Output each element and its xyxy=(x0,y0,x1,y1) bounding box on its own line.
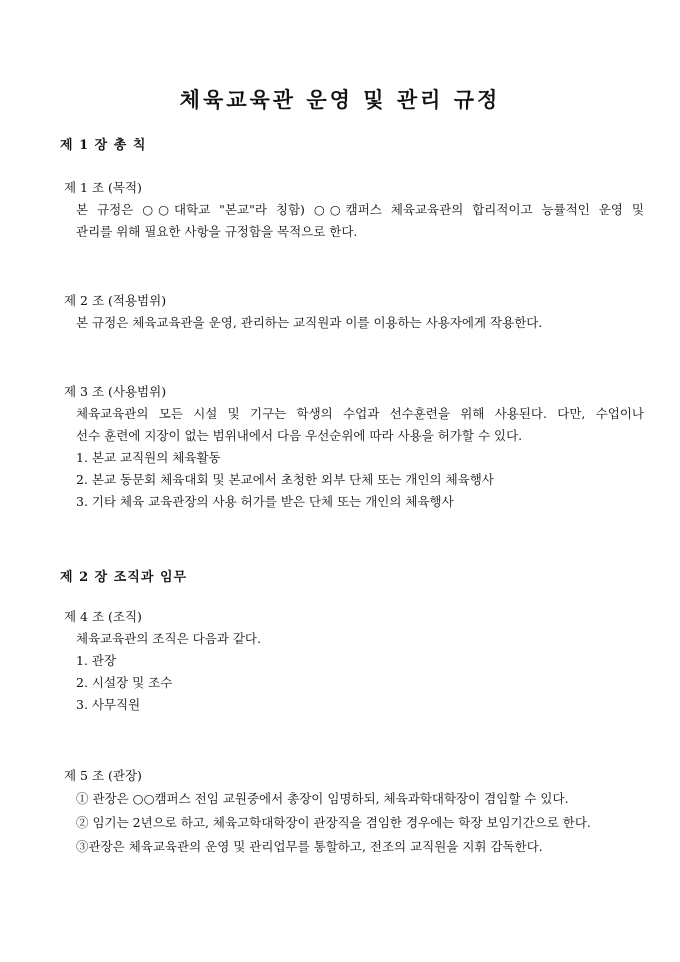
chapter-1-heading: 제 1 장 총 칙 xyxy=(60,138,147,153)
article-4 xyxy=(64,606,644,716)
article-2-line: 본 규정은 체육교육관을 운영, 관리하는 교직원과 이를 이용하는 사용자에게 작용한다. xyxy=(76,315,543,330)
article-5 xyxy=(64,765,644,859)
article-5-heading: 제 5 조 (관장) xyxy=(64,768,142,783)
article-3-line: 선수 훈련에 지장이 없는 범위내에서 다음 우선순위에 따라 사용을 허가할 수 있다. xyxy=(76,428,523,443)
list-item: 3. 사무직원 xyxy=(76,697,141,712)
article-4-heading: 제 4 조 (조직) xyxy=(64,609,142,624)
list-item: ③관장은 체육교육관의 운영 및 관리업무를 통할하고, 전조의 교직원을 지휘 감독한다. xyxy=(76,839,543,854)
article-3 xyxy=(64,381,644,513)
article-2-heading: 제 2 조 (적용범위) xyxy=(64,293,167,308)
list-item: 1. 본교 교직원의 체육활동 xyxy=(76,450,221,465)
list-item: ① 관장은 ○○캠퍼스 전임 교원중에서 총장이 임명하되, 체육과학대학장이 겸임할 수 있다. xyxy=(76,791,569,806)
list-item: 2. 본교 동문회 체육대회 및 본교에서 초청한 외부 단체 또는 개인의 체육행사 xyxy=(76,472,494,487)
article-1 xyxy=(64,177,644,243)
article-1-line: 관리를 위해 필요한 사항을 규정함을 목적으로 한다. xyxy=(76,224,358,239)
article-3-heading: 제 3 조 (사용범위) xyxy=(64,384,167,399)
list-item: ② 임기는 2년으로 하고, 체육고학대학장이 관장직을 겸임한 경우에는 학장 보임기간으로 한다. xyxy=(76,815,591,830)
article-2 xyxy=(64,290,644,334)
article-4-line: 체육교육관의 조직은 다음과 같다. xyxy=(76,631,261,646)
article-1-line: 본 규정은 ○○대학교 "본교"라 칭함) ○○캠퍼스 체육교육관의 합리적이고 능률적인 운영 및 xyxy=(76,202,644,217)
article-1-heading: 제 1 조 (목적) xyxy=(64,180,142,195)
list-item: 2. 시설장 및 조수 xyxy=(76,675,173,690)
article-3-line: 체육교육관의 모든 시설 및 기구는 학생의 수업과 선수훈련을 위해 사용된다. 다만, 수업이나 xyxy=(76,406,644,421)
list-item: 1. 관장 xyxy=(76,653,117,668)
chapter-2-heading: 제 2 장 조직과 임무 xyxy=(60,570,188,585)
list-item: 3. 기타 체육 교육관장의 사용 허가를 받은 단체 또는 개인의 체육행사 xyxy=(76,494,454,509)
document-title: 체육교육관 운영 및 관리 규정 xyxy=(179,87,501,112)
